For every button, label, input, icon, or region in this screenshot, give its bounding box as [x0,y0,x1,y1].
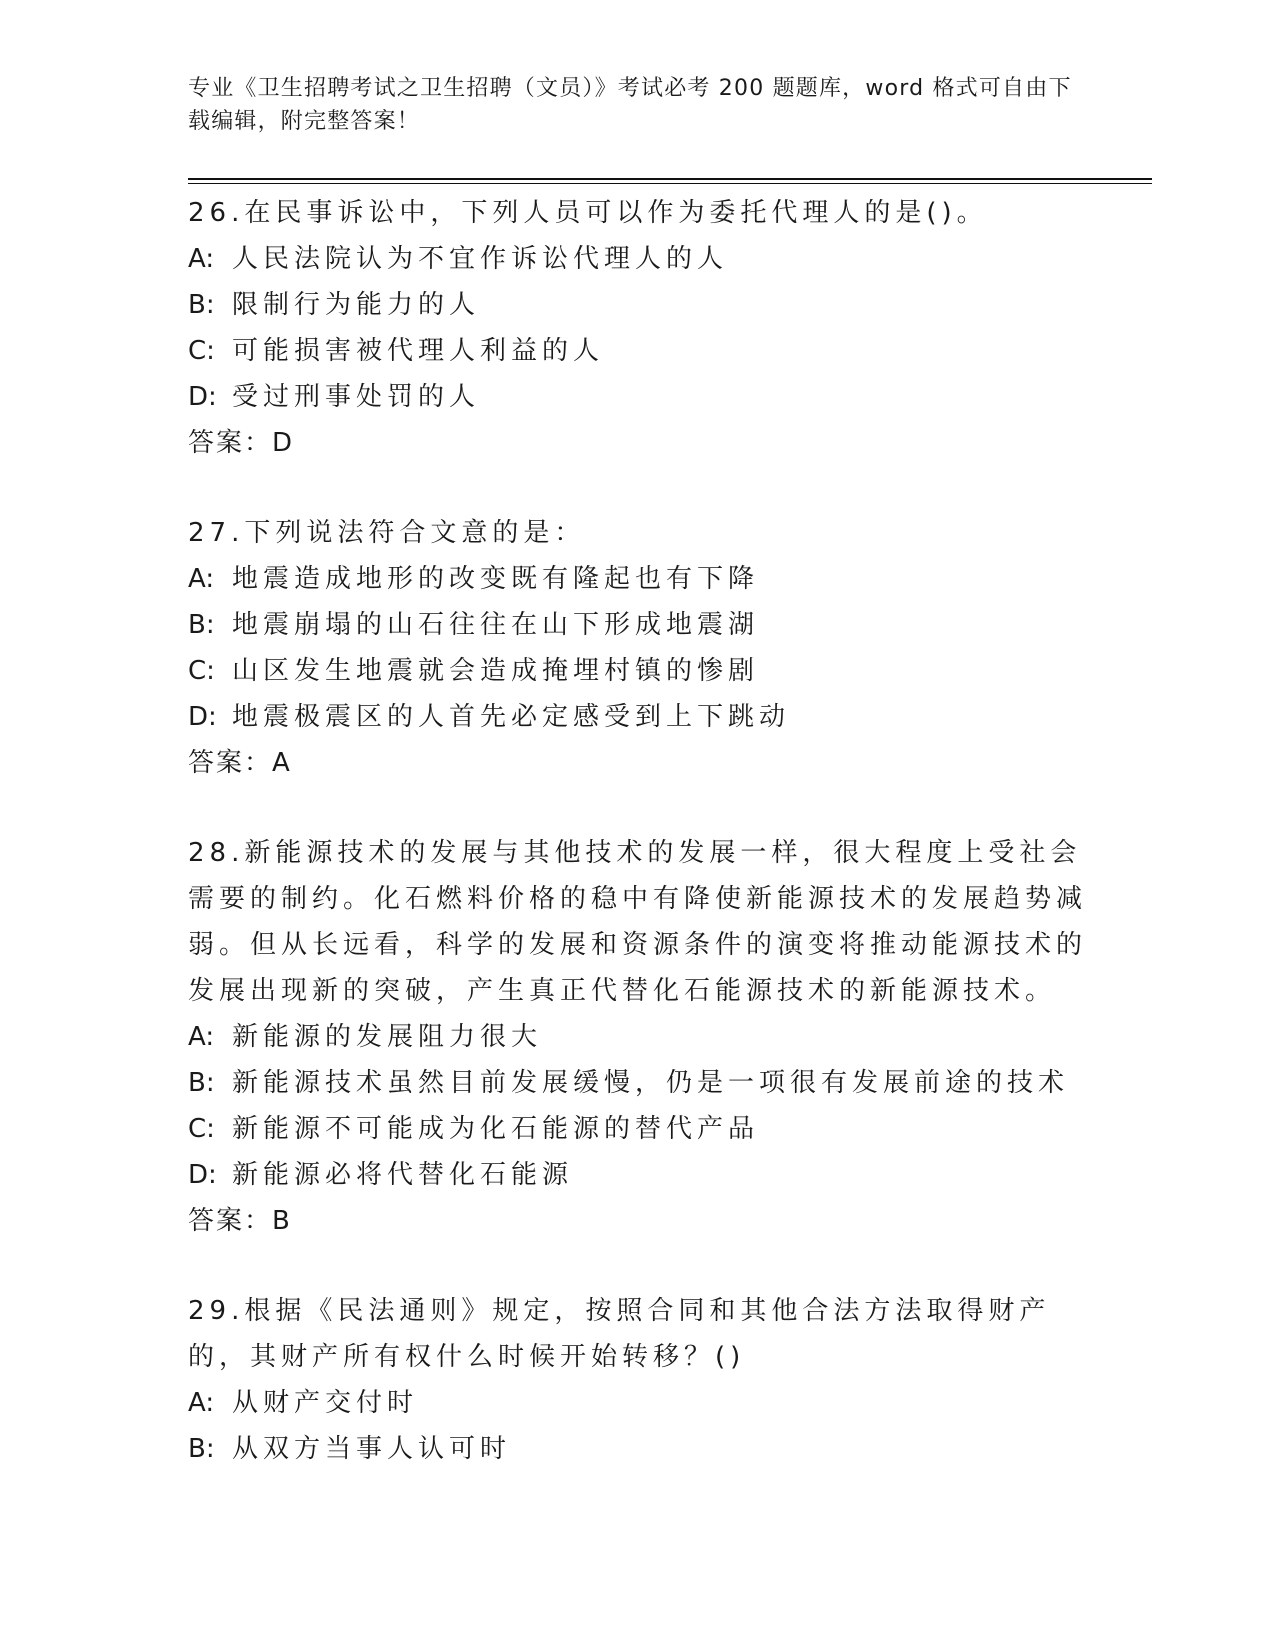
question-29 [188,1288,1088,1472]
option-key: B: [188,1068,215,1098]
option-b [188,1426,1088,1472]
question-26 [188,190,1088,466]
option-text: 新能源的发展阻力很大 [232,1022,543,1052]
option-c [188,1106,1088,1152]
answer-line: 答案：D [188,428,295,458]
option-b [188,602,1088,648]
document-header: 专业《卫生招聘考试之卫生招聘（文员）》考试必考 200 题题库，word 格式可自由下载编辑，附完整答案！ [188,76,1072,134]
option-text: 限制行为能力的人 [232,290,481,320]
question-stem: 29.根据《民法通则》规定，按照合同和其他合法方法取得财产的，其财产所有权什么时候开始转移？() [188,1296,1051,1372]
option-key: D: [188,702,217,732]
option-key: A: [188,1022,215,1052]
option-d [188,374,1088,420]
question-stem: 28.新能源技术的发展与其他技术的发展一样，很大程度上受社会需要的制约。化石燃料价格的稳中有降使新能源技术的发展趋势减弱。但从长远看，科学的发展和资源条件的演变将推动能源技术的发展出现新的突破，产生真正代替化石能源技术的新能源技术。 [188,838,1088,1006]
question-stem: 27.下列说法符合文意的是： [188,518,586,548]
question-list [188,190,1088,1516]
option-key: A: [188,564,215,594]
option-b [188,282,1088,328]
option-key: B: [188,610,215,640]
option-c [188,328,1088,374]
option-d [188,1152,1088,1198]
option-key: C: [188,1114,215,1144]
option-text: 人民法院认为不宜作诉讼代理人的人 [232,244,729,274]
option-text: 新能源不可能成为化石能源的替代产品 [232,1114,760,1144]
option-text: 山区发生地震就会造成掩埋村镇的惨剧 [232,656,760,686]
option-text: 从双方当事人认可时 [232,1434,512,1464]
option-a [188,556,1088,602]
option-a [188,1380,1088,1426]
question-stem: 26.在民事诉讼中，下列人员可以作为委托代理人的是()。 [188,198,988,228]
option-text: 地震造成地形的改变既有隆起也有下降 [232,564,760,594]
option-key: C: [188,336,215,366]
header-divider-thin [188,183,1152,184]
question-28 [188,830,1088,1244]
answer-line: 答案：B [188,1206,292,1236]
answer-line: 答案：A [188,748,292,778]
option-key: B: [188,1434,215,1464]
option-key: C: [188,656,215,686]
option-text: 从财产交付时 [232,1388,419,1418]
option-key: D: [188,1160,217,1190]
option-text: 新能源技术虽然目前发展缓慢，仍是一项很有发展前途的技术 [232,1068,1070,1098]
option-text: 地震极震区的人首先必定感受到上下跳动 [232,702,791,732]
option-key: B: [188,290,215,320]
option-key: A: [188,244,215,274]
header-divider-thick [188,178,1152,180]
option-text: 可能损害被代理人利益的人 [232,336,605,366]
option-key: D: [188,382,217,412]
option-key: A: [188,1388,215,1418]
option-text: 地震崩塌的山石往往在山下形成地震湖 [232,610,760,640]
question-27 [188,510,1088,786]
option-text: 新能源必将代替化石能源 [232,1160,574,1190]
option-d [188,694,1088,740]
option-b [188,1060,1088,1106]
option-text: 受过刑事处罚的人 [232,382,481,412]
option-c [188,648,1088,694]
option-a [188,236,1088,282]
option-a [188,1014,1088,1060]
